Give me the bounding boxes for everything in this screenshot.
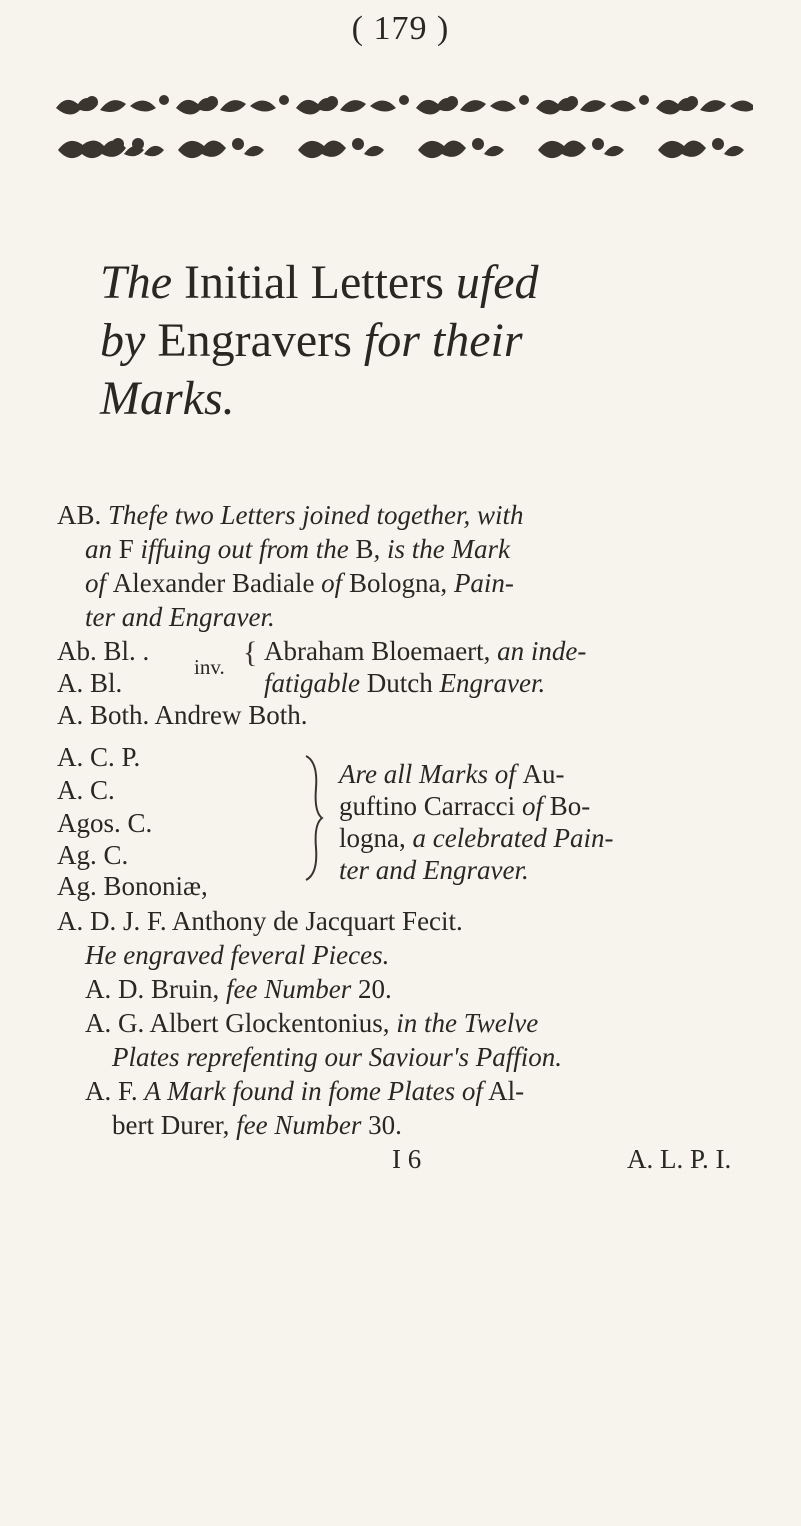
title-word: Engravers — [145, 314, 364, 367]
entry-af-line-1 — [85, 1074, 524, 1108]
entry-text: of — [321, 568, 343, 598]
entry-text: fee Number — [226, 974, 352, 1004]
entry-ab-line-3 — [85, 566, 514, 600]
title-word: for their — [363, 314, 523, 367]
entry-text: Au- — [522, 759, 565, 789]
carracci-line-4: ter and Engraver. — [339, 855, 529, 885]
entry-both: A. Both. Andrew Both. — [57, 700, 308, 730]
entry-text: of — [85, 568, 113, 598]
entry-text: Abraham Bloemaert, — [264, 636, 498, 666]
title-word: ufed — [455, 256, 539, 309]
entry-text: of — [521, 791, 543, 821]
mark-code: AB. — [57, 500, 109, 530]
entry-text: iffuing out from the — [133, 534, 356, 564]
entry-text: Are all Marks of — [339, 759, 523, 789]
entry-bl-line-1 — [264, 634, 586, 668]
entry-text: Engraver. — [439, 668, 546, 698]
catchword: A. L. P. I. — [627, 1144, 732, 1174]
entry-text: Bo- — [542, 791, 591, 821]
title-word: The — [100, 256, 172, 309]
entry-text: 30. — [361, 1110, 402, 1140]
entry-text: an — [85, 534, 119, 564]
entry-text: fee Number — [236, 1110, 362, 1140]
entry-text: F — [118, 534, 134, 564]
entry-af-line-2 — [112, 1108, 402, 1142]
entry-ad-jf-line-2: He engraved feveral Pieces. — [85, 940, 390, 970]
entry-text: , is the Mark — [373, 534, 511, 564]
carracci-line-1 — [339, 757, 564, 791]
carracci-mark-2: A. C. — [57, 775, 115, 805]
carracci-mark-4: Ag. C. — [57, 840, 129, 870]
entry-text: 20. — [351, 974, 392, 1004]
entry-ag-line-2: Plates reprefenting our Saviour's Paffion. — [112, 1042, 562, 1072]
carracci-brace — [300, 754, 326, 882]
entry-text: Al- — [482, 1076, 525, 1106]
entry-text: A. F. — [85, 1076, 145, 1106]
entry-text: an inde- — [497, 636, 587, 666]
entry-text: a celebrated Pain- — [412, 823, 614, 853]
signature-mark: I 6 — [392, 1144, 422, 1174]
entry-ab-line-1 — [57, 498, 524, 532]
carracci-mark-3: Agos. C. — [57, 808, 153, 838]
brace-top: { — [243, 636, 258, 669]
inv-label: inv. — [194, 655, 225, 679]
carracci-mark-5: Ag. Bononiæ, — [57, 871, 208, 901]
entry-text: Thefe two Letters joined together, with — [108, 500, 524, 530]
entry-text: fatigable — [264, 668, 360, 698]
entry-bl-mark-1: Ab. Bl. . — [57, 636, 150, 666]
entry-text: guftino Carracci — [339, 791, 522, 821]
carracci-line-2 — [339, 789, 590, 823]
title-word: by — [100, 314, 146, 367]
entry-text: B — [355, 534, 374, 564]
entry-ab-line-4: ter and Engraver. — [85, 602, 275, 632]
entry-text: Dutch — [360, 668, 440, 698]
title-word: Initial Letters — [172, 256, 456, 309]
entry-text: Alexander Badiale — [112, 568, 322, 598]
title-line-3: Marks. — [100, 372, 235, 425]
title-line-1 — [100, 255, 539, 311]
entry-ab-line-2 — [85, 532, 510, 566]
entry-text: A Mark found in fome Plates of — [144, 1076, 483, 1106]
entry-ad-jf-line-1: A. D. J. F. Anthony de Jacquart Fecit. — [57, 906, 463, 936]
entry-ag-line-1 — [85, 1006, 538, 1040]
page-number: ( 179 ) — [351, 10, 450, 47]
ornament-band — [48, 88, 753, 172]
entry-text: logna, — [339, 823, 413, 853]
title-line-2 — [100, 313, 523, 369]
carracci-mark-1: A. C. P. — [57, 742, 141, 772]
entry-bl-mark-2: A. Bl. — [57, 668, 123, 698]
entry-text: bert Durer, — [112, 1110, 237, 1140]
entry-text: Bologna, — [342, 568, 454, 598]
entry-text: A. G. Albert Glockentonius, — [85, 1008, 397, 1038]
entry-text: A. D. Bruin, — [85, 974, 226, 1004]
entry-text: Pain- — [453, 568, 514, 598]
carracci-line-3 — [339, 821, 613, 855]
entry-ad — [85, 972, 392, 1006]
entry-bl-line-2 — [264, 666, 545, 700]
entry-text: in the Twelve — [396, 1008, 539, 1038]
